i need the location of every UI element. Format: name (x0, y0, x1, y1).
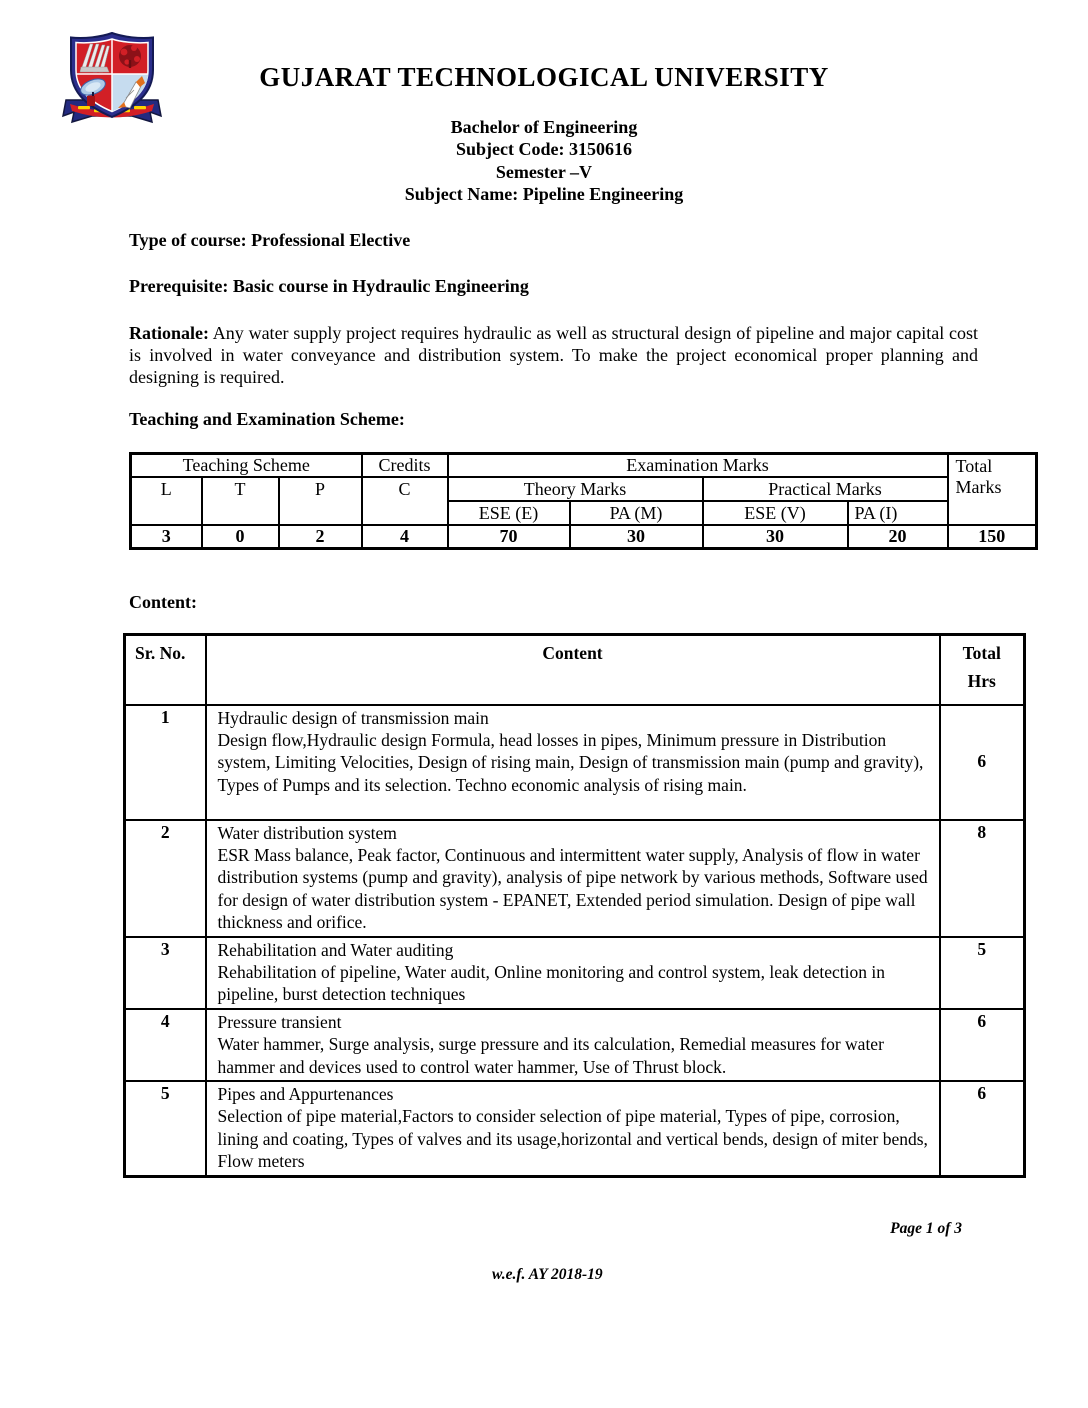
ese-e-header: ESE (E) (448, 501, 570, 525)
row5-srno: 5 (125, 1081, 206, 1176)
subject-code-line: Subject Code: 3150616 (456, 139, 632, 160)
ese-e-value: 70 (448, 525, 570, 549)
teaching-scheme-table (129, 452, 1038, 550)
row1-hours: 6 (940, 705, 1025, 820)
teaching-scheme-group-header: Teaching Scheme (131, 454, 362, 478)
total-marks-header: Total Marks (948, 454, 1037, 526)
theory-marks-header: Theory Marks (448, 477, 703, 501)
subject-header-block (0, 116, 1088, 205)
university-title: GUJARAT TECHNOLOGICAL UNIVERSITY (259, 62, 829, 92)
teaching-scheme-heading: Teaching and Examination Scheme: (129, 409, 405, 429)
rationale-label: Rationale: (129, 323, 209, 343)
type-of-course-label: Type of course: (129, 230, 247, 250)
content-row-3 (125, 937, 1025, 1009)
practical-header: P (279, 477, 362, 525)
tutorial-value: 0 (202, 525, 279, 549)
pa-i-header: PA (I) (848, 501, 948, 525)
row5-topic-description: Selection of pipe material,Factors to consider selection of pipe material, Types of pipe, corrosion, lining and coating, Types of valves and its usage,horizontal and vertical bends, design of miter bends, Flow meters (217, 1106, 928, 1172)
row2-content (206, 820, 940, 937)
prerequisite-label: Prerequisite: (129, 276, 229, 296)
page-number: Page 1 of 3 (890, 1220, 962, 1237)
row4-hours: 6 (940, 1009, 1025, 1081)
row4-topic-description: Water hammer, Surge analysis, surge pressure and its calculation, Remedial measures for water hammer and devices used to control water hammer, Use of Thrust block. (217, 1034, 884, 1077)
row2-srno: 2 (125, 820, 206, 937)
tutorial-header: T (202, 477, 279, 525)
row5-topic-title: Pipes and Appurtenances (217, 1083, 394, 1104)
practical-marks-header: Practical Marks (703, 477, 948, 501)
row4-srno: 4 (125, 1009, 206, 1081)
row5-content (206, 1081, 940, 1176)
content-table-wrap (123, 633, 1026, 1178)
content-row-5 (125, 1081, 1025, 1176)
row1-topic-title: Hydraulic design of transmission main (217, 707, 489, 728)
degree-line: Bachelor of Engineering (450, 117, 638, 137)
credits-header: Credits (362, 454, 448, 478)
rationale-paragraph (129, 322, 978, 388)
examination-marks-header: Examination Marks (448, 454, 948, 478)
row3-srno: 3 (125, 937, 206, 1009)
row2-hours: 8 (940, 820, 1025, 937)
lecture-value: 3 (131, 525, 202, 549)
type-of-course-value: Professional Elective (251, 230, 411, 250)
practical-value: 2 (279, 525, 362, 549)
row2-topic-title: Water distribution system (217, 822, 397, 843)
prerequisite-line (129, 276, 529, 297)
pa-m-header: PA (M) (570, 501, 703, 525)
content-row-4 (125, 1009, 1025, 1081)
row1-content (206, 705, 940, 820)
pa-m-value: 30 (570, 525, 703, 549)
ese-v-value: 30 (703, 525, 848, 549)
total-marks-value: 150 (948, 525, 1037, 549)
row1-topic-description: Design flow,Hydraulic design Formula, head losses in pipes, Minimum pressure in Distribution system, Limiting Velocities, Design of rising main, Design of transmission main (pump and gravity), Types of Pumps and its selection. Techno economic analysis of rising main. (217, 729, 924, 795)
type-of-course-line (129, 230, 410, 251)
row3-topic-description: Rehabilitation of pipeline, Water audit, Online monitoring and control system, leak detection in pipeline, burst detection techniques (217, 961, 885, 1005)
lecture-header: L (131, 477, 202, 525)
hours-column-header: Total Hrs (940, 635, 1025, 705)
content-column-header: Content (206, 635, 940, 705)
pa-i-value: 20 (848, 525, 948, 549)
row5-hours: 6 (940, 1081, 1025, 1176)
content-table (123, 633, 1026, 1178)
row3-hours: 5 (940, 937, 1025, 1009)
ese-v-header: ESE (V) (703, 501, 848, 525)
prerequisite-value: Basic course in Hydraulic Engineering (232, 276, 529, 296)
row4-topic-title: Pressure transient (217, 1011, 342, 1032)
content-row-2 (125, 820, 1025, 937)
row3-content (206, 937, 940, 1009)
row4-content (206, 1009, 940, 1081)
semester-line: Semester –V (495, 161, 593, 182)
row3-topic-title: Rehabilitation and Water auditing (217, 939, 454, 960)
credits-value: 4 (362, 525, 448, 549)
content-heading: Content: (129, 592, 197, 612)
subject-name-line: Subject Name: Pipeline Engineering (404, 183, 684, 204)
credit-header: C (362, 477, 448, 525)
rationale-text: Any water supply project requires hydraulic as well as structural design of pipeline and major capital cost is involved in water conveyance and distribution system. To make the project economical proper planning and designing is required. (129, 323, 979, 387)
srno-column-header: Sr. No. (125, 635, 206, 705)
row1-srno: 1 (125, 705, 206, 820)
teaching-scheme-table-wrap (129, 452, 1038, 550)
wef-note: w.e.f. AY 2018-19 (492, 1266, 603, 1283)
row2-topic-description: ESR Mass balance, Peak factor, Continuous and intermittent water supply, Analysis of flow in water distribution systems (pump and gravity), analysis of pipe network by various methods, Software used for design of water distribution system - EPANET, Extended period simulation. Design of pipe wall thickness and orifice. (217, 844, 928, 933)
content-row-1 (125, 705, 1025, 820)
